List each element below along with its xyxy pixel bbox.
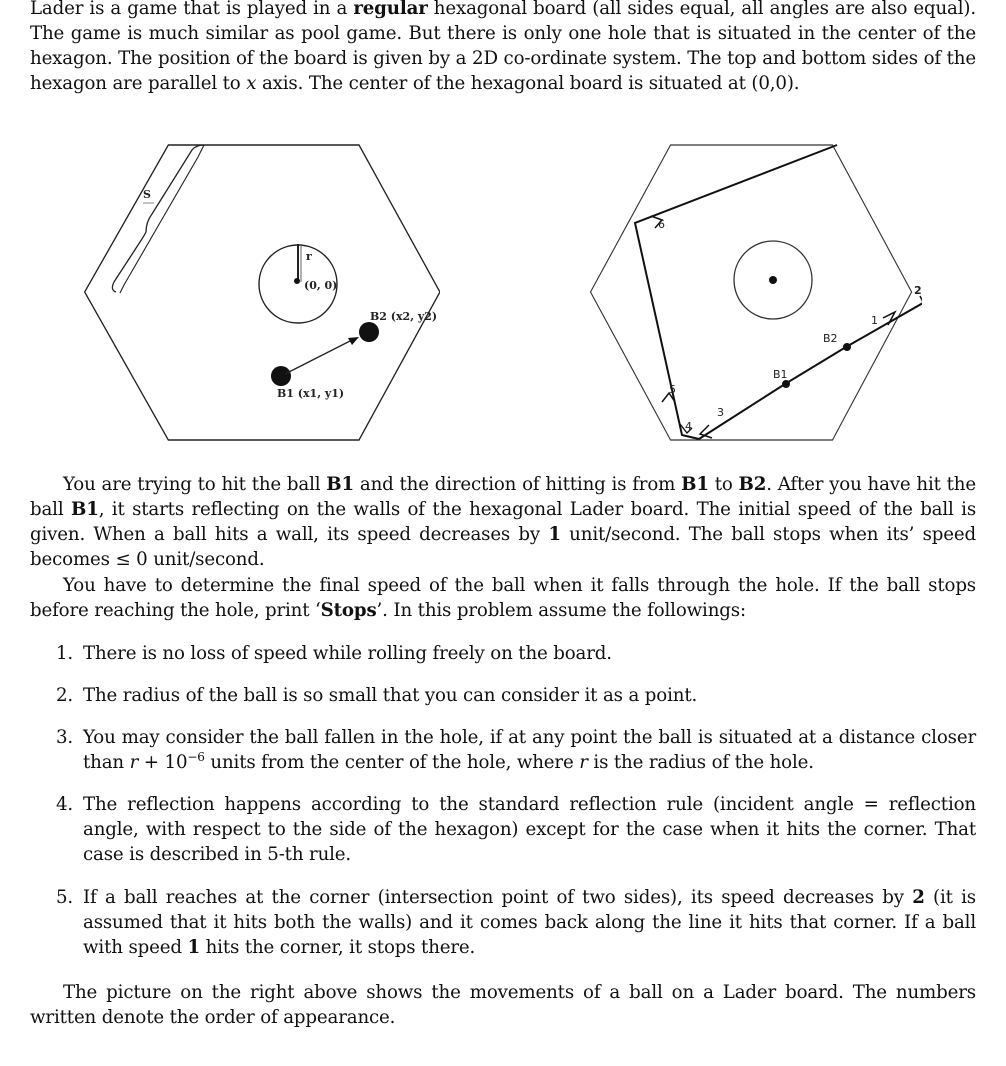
text: and the direction of hitting is from — [354, 474, 682, 495]
step-label-1: 1 — [871, 314, 878, 327]
bold-one: 1 — [187, 937, 200, 958]
text: . After you have hit the ball — [30, 474, 976, 520]
direction-arrow — [285, 340, 352, 374]
hole-center-dot — [769, 276, 777, 284]
math-r: r — [129, 752, 139, 773]
rule-number: 1. — [56, 643, 74, 664]
rule-text: There is no loss of speed while rolling freely on the board. — [83, 643, 612, 664]
bold-b1: B1 — [70, 499, 99, 520]
step-label-2: 2 — [914, 284, 922, 297]
rule-text: The radius of the ball is so small that you can consider it as a point. — [83, 685, 698, 706]
hit-description-paragraph — [30, 472, 976, 572]
radius-label: r — [306, 250, 312, 263]
bold-b2: B2 — [738, 474, 767, 495]
text: The picture on the right above shows the movements of a ball on a Lader board. The numbers written denote the order of appearance. — [30, 982, 976, 1028]
text: ’. In this problem assume the followings: — [376, 600, 746, 621]
rule-item — [30, 641, 976, 666]
b2-label: B2 (x2, y2) — [370, 310, 438, 323]
text: Lader is a game that is played in a — [30, 0, 354, 19]
rule-number: 3. — [56, 727, 74, 748]
b2-label: B2 — [823, 332, 838, 345]
rule-item — [30, 683, 976, 708]
rules-list — [30, 641, 976, 960]
center-label: (0, 0) — [304, 279, 338, 292]
rule-text: is the radius of the hole. — [587, 752, 814, 773]
hexagon-outline — [591, 145, 912, 440]
rule-item — [30, 885, 976, 960]
text: , it starts reflecting on the walls of the hexagonal Lader board. The initial speed of the ball is given. When a ball hits a wall, its speed decreases by — [30, 499, 977, 545]
bold-b1: B1 — [326, 474, 355, 495]
bold-regular: regular — [353, 0, 428, 19]
bold-b1: B1 — [681, 474, 709, 495]
figures — [80, 140, 970, 445]
ball-b2-dot — [843, 343, 851, 351]
trajectory-path-1 — [699, 295, 922, 439]
text: axis. The center of the hexagonal board is situated at (0,0). — [256, 73, 800, 94]
math-x: x — [246, 73, 257, 94]
ball-trajectory-diagram — [562, 140, 922, 445]
step-label-5: 5 — [669, 383, 676, 396]
step-label-4: 4 — [685, 420, 692, 433]
text: to — [708, 474, 739, 495]
hexagon-board-diagram — [80, 140, 440, 445]
rule-text: + 10 — [138, 752, 188, 773]
ball-b2 — [359, 322, 379, 342]
b1-label: B1 (x1, y1) — [277, 387, 345, 400]
rule-text: If a ball reaches at the corner (intersection point of two sides), its speed decreases by — [83, 887, 913, 908]
rule-text: You may consider the ball fallen in the hole, if at any point the ball is situated at a distance closer than — [83, 727, 976, 773]
text: You have to determine the final speed of the ball when it falls through the hole. If the ball stops before reaching the hole, print ‘ — [30, 575, 976, 621]
exponent: −6 — [187, 749, 205, 764]
intro-paragraph — [30, 0, 976, 96]
hexagon-outline — [85, 145, 440, 440]
b1-label: B1 — [773, 368, 788, 381]
ball-b1 — [271, 366, 291, 386]
rule-number: 4. — [56, 794, 74, 815]
math-r: r — [579, 752, 588, 773]
rule-item — [30, 725, 976, 775]
rule-item — [30, 792, 976, 867]
task-paragraph — [30, 573, 976, 623]
text: You are trying to hit the ball — [63, 474, 327, 495]
side-label-s: S — [143, 188, 151, 201]
rule-text: The reflection happens according to the standard reflection rule (incident angle = reflection angle, with respect to the side of the hexagon) except for the case when it hits the corner. That case is described in 5-th rule. — [83, 794, 976, 865]
rule-number: 2. — [56, 685, 74, 706]
step-label-6: 6 — [658, 218, 665, 231]
text: unit/second. The ball stops when its’ speed becomes ≤ 0 unit/second. — [30, 524, 976, 570]
rule-text: (it is assumed that it hits both the walls) and it comes back along the line it hits that corner. If a ball with speed — [83, 887, 976, 958]
bold-two: 2 — [912, 887, 925, 908]
rule-number: 5. — [56, 887, 74, 908]
text: hexagonal board (all sides equal, all angles are also equal). The game is much similar as pool game. But there is only one hole that is situated in the center of the hexagon. The position of the board is given by a 2D co-ordinate system. The top and bottom sides of the hexagon are parallel to — [30, 0, 976, 94]
rule-text: hits the corner, it stops there. — [199, 937, 476, 958]
ball-b1-dot — [782, 380, 790, 388]
step-label-3: 3 — [717, 406, 724, 419]
picture-explanation-paragraph — [30, 980, 976, 1030]
rule-text: units from the center of the hole, where — [204, 752, 580, 773]
bold-one: 1 — [548, 524, 561, 545]
bold-stops: Stops — [320, 600, 377, 621]
hole-center-dot — [294, 278, 300, 284]
